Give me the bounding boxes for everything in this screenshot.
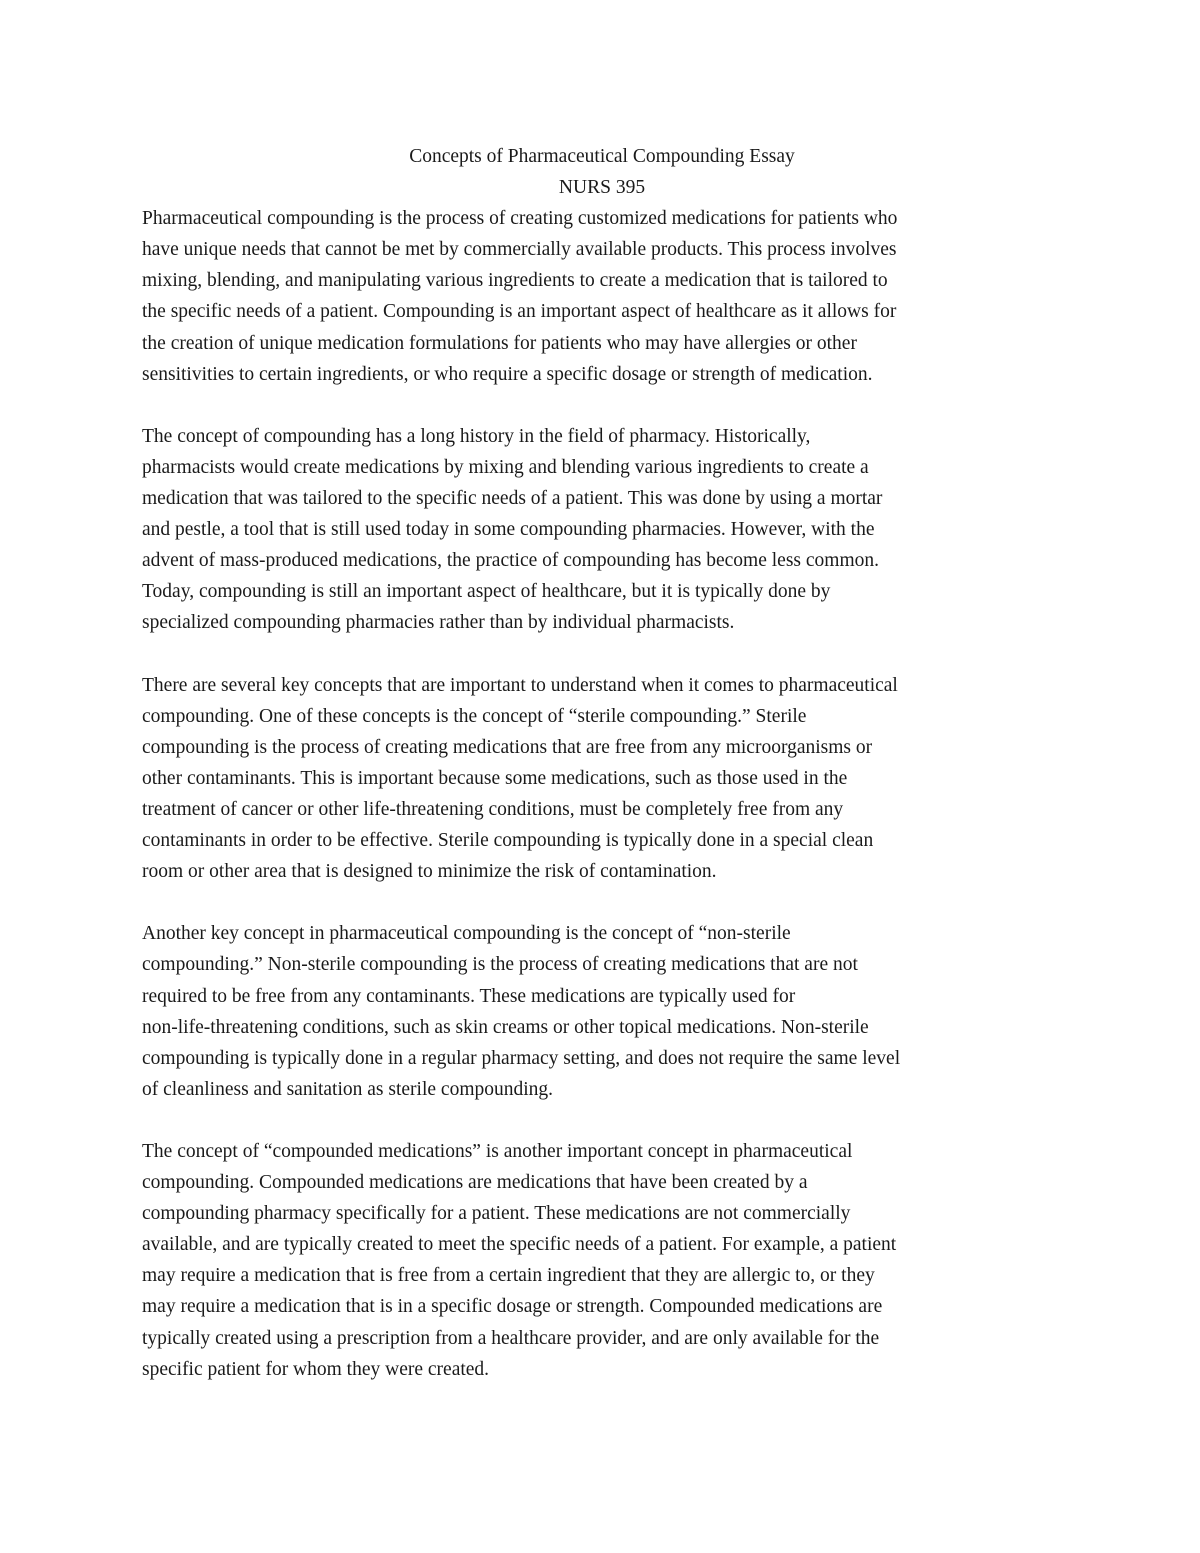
document-body (142, 141, 1062, 1385)
paragraph-line: compounding is typically done in a regular pharmacy setting, and does not require the same level (142, 1047, 901, 1069)
paragraph-line: The concept of “compounded medications” is another important concept in pharmaceutical (142, 1141, 853, 1162)
paragraph-line: specialized compounding pharmacies rather than by individual pharmacists. (142, 612, 735, 634)
paragraph-line: The concept of compounding has a long history in the field of pharmacy. Historically, (142, 425, 811, 447)
paragraph-line: available, and are typically created to meet the specific needs of a patient. For example, a patient (142, 1234, 897, 1256)
body-paragraph (142, 918, 1062, 1105)
paragraph-line: Another key concept in pharmaceutical compounding is the concept of “non-sterile (142, 923, 791, 945)
paragraph-line: compounding. One of these concepts is the concept of “sterile compounding.” Sterile (142, 705, 807, 727)
paragraph-line: other contaminants. This is important because some medications, such as those used in the (142, 767, 848, 789)
body-paragraph (142, 1136, 1062, 1385)
paragraph-line: advent of mass-produced medications, the practice of compounding has become less common. (142, 550, 879, 572)
paragraph-line: may require a medication that is in a specific dosage or strength. Compounded medications are (142, 1296, 883, 1318)
paragraph-line: required to be free from any contaminants. These medications are typically used for (142, 985, 796, 1007)
paragraph-line: specific patient for whom they were created. (142, 1358, 490, 1380)
paragraph-line: non-life-threatening conditions, such as skin creams or other topical medications. Non-sterile (142, 1016, 869, 1038)
paragraph-line: compounding. Compounded medications are medications that have been created by a (142, 1172, 808, 1194)
document-title: Concepts of Pharmaceutical Compounding Essay (409, 146, 795, 167)
paragraph-line: room or other area that is designed to minimize the risk of contamination. (142, 861, 717, 883)
paragraph-line: the creation of unique medication formulations for patients who may have allergies or other (142, 332, 857, 354)
paragraph-line: sensitivities to certain ingredients, or who require a specific dosage or strength of medication. (142, 363, 873, 385)
body-paragraph (142, 203, 1062, 390)
paragraph-line: pharmacists would create medications by mixing and blending various ingredients to create a (142, 456, 869, 478)
paragraph-line: mixing, blending, and manipulating various ingredients to create a medication that is tailored to (142, 270, 888, 292)
paragraph-line: compounding is the process of creating medications that are free from any microorganisms or (142, 736, 873, 758)
paragraph-line: compounding pharmacy specifically for a patient. These medications are not commercially (142, 1203, 851, 1225)
paragraph-line: medication that was tailored to the specific needs of a patient. This was done by using a mortar (142, 488, 883, 510)
paragraph-line: compounding.” Non-sterile compounding is the process of creating medications that are not (142, 954, 858, 976)
paragraph-line: and pestle, a tool that is still used today in some compounding pharmacies. However, with the (142, 519, 875, 541)
paragraph-line: have unique needs that cannot be met by commercially available products. This process involves (142, 239, 897, 261)
paragraph-line: typically created using a prescription from a healthcare provider, and are only available for the (142, 1327, 880, 1349)
course-code: NURS 395 (558, 177, 646, 199)
paragraph-line: There are several key concepts that are important to understand when it comes to pharmaceutical (142, 674, 898, 696)
paragraph-line: contaminants in order to be effective. Sterile compounding is typically done in a special clean (142, 830, 874, 852)
paragraph-list (142, 203, 1062, 1385)
paragraph-line: of cleanliness and sanitation as sterile compounding. (142, 1078, 554, 1100)
paragraph-line: Today, compounding is still an important aspect of healthcare, but it is typically done by (142, 581, 831, 603)
body-paragraph (142, 421, 1062, 639)
paragraph-line: Pharmaceutical compounding is the process of creating customized medications for patients who (142, 208, 898, 230)
paragraph-line: treatment of cancer or other life-threatening conditions, must be completely free from any (142, 798, 844, 820)
paragraph-line: may require a medication that is free from a certain ingredient that they are allergic to, or they (142, 1265, 875, 1287)
body-paragraph (142, 670, 1062, 888)
paragraph-line: the specific needs of a patient. Compounding is an important aspect of healthcare as it allows for (142, 301, 897, 323)
